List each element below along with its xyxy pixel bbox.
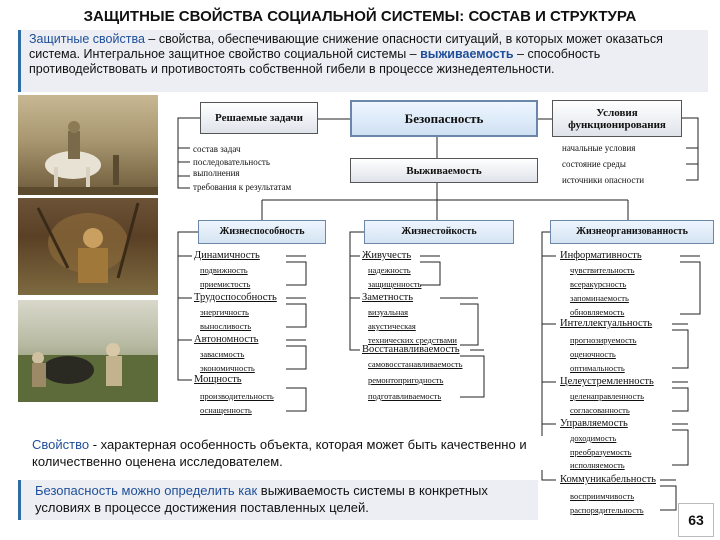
security-box: Безопасность — [350, 100, 538, 137]
definition-security — [18, 480, 538, 520]
tasks-item: последовательность — [193, 157, 270, 167]
definition-property-term: Свойство — [32, 437, 90, 452]
stability-sub: ремонтопригодность — [368, 375, 444, 385]
stability-item: Заметность — [362, 292, 413, 303]
organization-sub: всеракурсность — [570, 279, 627, 289]
organization-item: Управляемость — [560, 418, 628, 429]
viability-sub: энергичность — [200, 307, 249, 317]
stability-box: Жизнестойкость — [364, 220, 514, 244]
stability-sub: подготавливаемость — [368, 391, 442, 401]
viability-sub: экономичность — [200, 363, 255, 373]
stability-item: Живучесть — [362, 250, 412, 261]
viability-box: Жизнеспособность — [198, 220, 326, 244]
definition-security-text: выживаемость системы в конкретных условиях в процессе достижения поставленных целей. — [35, 483, 488, 515]
organization-item: Коммуникабельность — [560, 474, 656, 485]
viability-item: Динамичность — [194, 250, 260, 261]
viability-sub: подвижность — [200, 265, 248, 275]
viability-item: Трудоспособность — [194, 292, 277, 303]
definition-property-text: - характерная особенность объекта, которая может быть качественно и количественно оценена исследователем. — [32, 437, 527, 469]
viability-item: Автономность — [194, 334, 259, 345]
organization-sub: оптимальность — [570, 363, 625, 373]
conditions-box: Условия функционирования — [552, 100, 682, 137]
organization-sub: запоминаемость — [570, 293, 629, 303]
organization-sub: целенаправленность — [570, 391, 644, 401]
conditions-item: источники опасности — [562, 175, 645, 185]
organization-sub: согласованность — [570, 405, 630, 415]
organization-item: Целеустремленность — [560, 376, 654, 387]
viability-sub: производительность — [200, 391, 274, 401]
organization-item: Интеллектуальность — [560, 318, 653, 329]
organization-sub: чувствительность — [570, 265, 635, 275]
slide-title: ЗАЩИТНЫЕ СВОЙСТВА СОЦИАЛЬНОЙ СИСТЕМЫ: СОСТАВ И СТРУКТУРА — [83, 8, 637, 25]
organization-sub: распорядительность — [570, 505, 644, 515]
tasks-item: состав задач — [193, 144, 241, 154]
intro-term: Защитные свойства — [29, 32, 145, 46]
organization-item: Информативность — [560, 250, 642, 261]
stability-item: Восстанавливаемость — [362, 344, 460, 355]
viability-sub: оснащенность — [200, 405, 252, 415]
organization-sub: исполняемость — [570, 460, 625, 470]
intro-term-2: выживаемость — [420, 47, 514, 61]
intro-text-2: – способность противодействовать и противостоять собственной гибели в процессе жизнедеятельности. — [29, 47, 601, 76]
stability-sub: защищенность — [368, 279, 422, 289]
stability-sub: акустическая — [368, 321, 416, 331]
tasks-item: выполнения — [193, 168, 240, 178]
organization-sub: оценочность — [570, 349, 616, 359]
viability-sub: завасимость — [200, 349, 245, 359]
organization-sub: прогнозируемость — [570, 335, 637, 345]
definition-security-term: Безопасность можно определить как — [35, 483, 258, 498]
organization-box: Жизнеорганизованность — [550, 220, 714, 244]
tasks-item: требования к результатам — [193, 182, 292, 192]
intro-text-1: – свойства, обеспечивающие снижение опасности ситуаций, в которых может оказаться система. Интегральное защитное свойство социальной системы – — [29, 32, 663, 61]
organization-sub: обновляемость — [570, 307, 625, 317]
stability-sub: надежность — [368, 265, 411, 275]
organization-sub: преобразуемость — [570, 447, 632, 457]
definition-property — [18, 436, 558, 470]
stability-sub: самовосстанавливаемость — [368, 359, 463, 369]
page-number: 63 — [678, 503, 714, 537]
conditions-item: состояние среды — [562, 159, 626, 169]
stability-sub: технических средствами — [368, 335, 457, 345]
stability-sub: визуальная — [368, 307, 409, 317]
tasks-box: Решаемые задачи — [200, 102, 318, 134]
viability-sub: приемистость — [200, 279, 251, 289]
viability-item: Мощность — [194, 374, 242, 385]
organization-sub: восприимчивость — [570, 491, 635, 501]
conditions-item: начальные условия — [562, 143, 636, 153]
survivability-box: Выживаемость — [350, 158, 538, 183]
viability-sub: выносливость — [200, 321, 252, 331]
organization-sub: доходимость — [570, 433, 617, 443]
